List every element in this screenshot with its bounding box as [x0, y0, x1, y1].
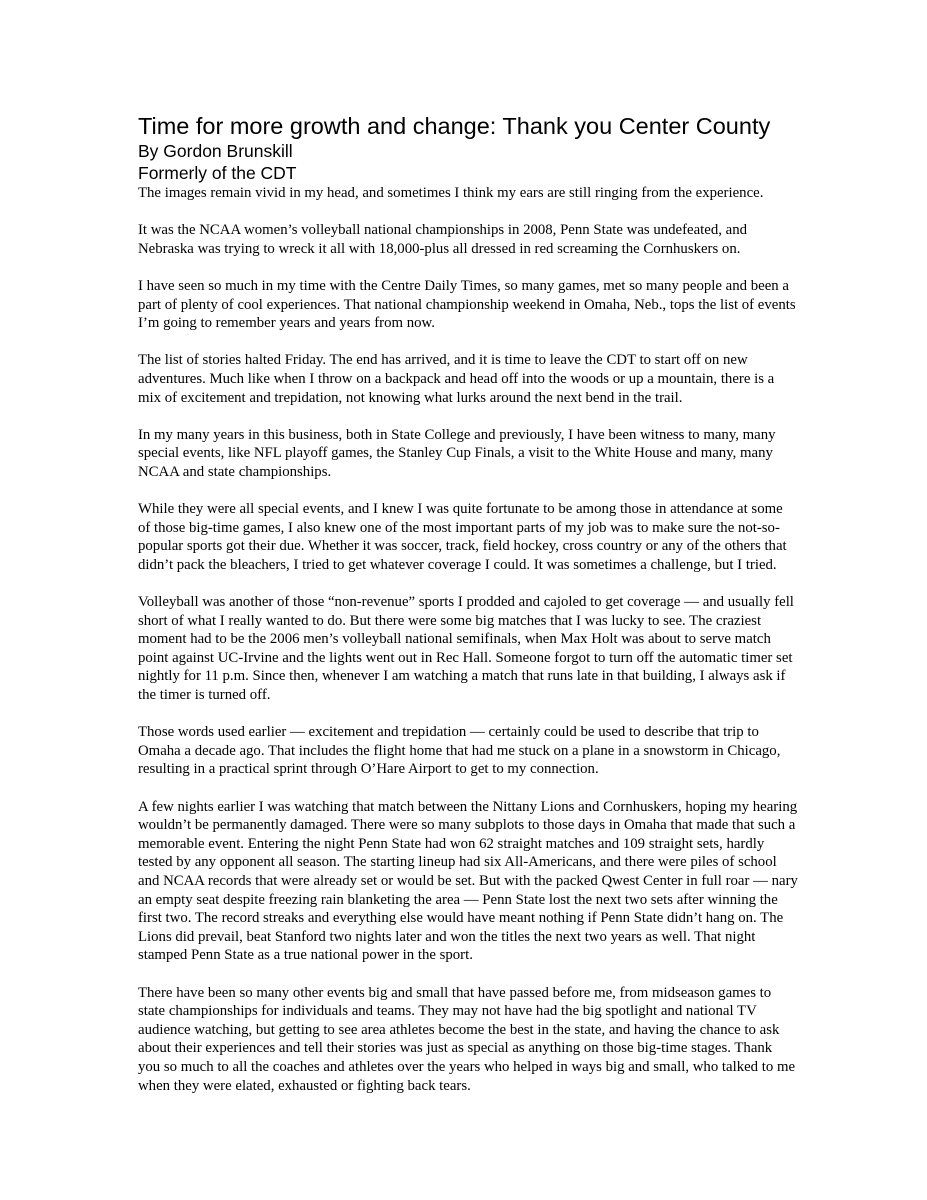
- article-body: [138, 184, 798, 1095]
- article-paragraph: Those words used earlier — excitement and trepidation — certainly could be used to describe that trip to Omaha a decade ago. That includes the flight home that had me stuck on a plane in a snowstorm in Chicago, resulting in a practical sprint through O’Hare Airport to get to my connection.: [138, 724, 781, 778]
- article-paragraph: I have seen so much in my time with the Centre Daily Times, so many games, met so many people and been a part of plenty of cool experiences. That national championship weekend in Omaha, Neb., tops the list of events I’m going to remember years and years from now.: [138, 277, 796, 332]
- article-page: [138, 112, 798, 1095]
- article-paragraph: While they were all special events, and I knew I was quite fortunate to be among those in attendance at some of those big-time games, I also knew one of the most important parts of my job was to make sure the not-so-popular sports got their due. Whether it was soccer, track, field hockey, cross country or any of the others that didn’t pack the bleachers, I tried to get whatever coverage I could. It was sometimes a challenge, but I tried.: [138, 501, 787, 573]
- article-title: Time for more growth and change: Thank you Center County: [138, 113, 771, 139]
- article-paragraph: It was the NCAA women’s volleyball national championships in 2008, Penn State was undefeated, and Nebraska was trying to wreck it all with 18,000-plus all dressed in red screaming the Cornhuskers on.: [138, 222, 748, 257]
- article-paragraph: Volleyball was another of those “non-revenue” sports I prodded and cajoled to get coverage — and usually fell short of what I really wanted to do. But there were some big matches that I was lucky to see. The craziest moment had to be the 2006 men’s volleyball national semifinals, when Max Holt was about to serve match point against UC-Irvine and the lights went out in Rec Hall. Someone forgot to turn off the automatic timer set nightly for 11 p.m. Since then, whenever I am watching a match that runs late in that building, I always ask if the timer is turned off.: [138, 594, 794, 704]
- article-byline: By Gordon Brunskill: [138, 141, 293, 161]
- article-paragraph: A few nights earlier I was watching that match between the Nittany Lions and Cornhuskers, hoping my hearing wouldn’t be permanently damaged. There were so many subplots to those days in Omaha that made that such a memorable event. Entering the night Penn State had won 62 straight matches and 109 straight sets, hardly tested by any opponent all season. The starting lineup had six All-Americans, and there were piles of school and NCAA records that were already set or would be set. But with the packed Qwest Center in full roar — nary an empty seat despite freezing rain blanketing the area — Penn State lost the next two sets after winning the first two. The record streaks and everything else would have meant nothing if Penn State didn’t hang on. The Lions did prevail, beat Stanford two nights later and won the titles the next two years as well. That night stamped Penn State as a true national power in the sport.: [138, 798, 798, 964]
- article-paragraph: The list of stories halted Friday. The end has arrived, and it is time to leave the CDT to start off on new adventures. Much like when I throw on a backpack and head off into the woods or up a mountain, there is a mix of excitement and trepidation, not knowing what lurks around the next bend in the trail.: [138, 352, 775, 406]
- article-paragraph: In my many years in this business, both in State College and previously, I have been witness to many, many special events, like NFL playoff games, the Stanley Cup Finals, a visit to the White House and many, many NCAA and state championships.: [138, 426, 776, 480]
- article-paragraph: The images remain vivid in my head, and sometimes I think my ears are still ringing from the experience.: [138, 185, 764, 201]
- article-affiliation: Formerly of the CDT: [138, 163, 297, 183]
- article-paragraph: There have been so many other events big and small that have passed before me, from midseason games to state championships for individuals and teams. They may not have had the big spotlight and national TV audience watching, but getting to see area athletes become the best in the state, and having the chance to ask about their experiences and tell their stories was just as special as anything on those big-time stages. Thank you so much to all the coaches and athletes over the years who helped in ways big and small, who talked to me when they were elated, exhausted or fighting back tears.: [138, 984, 796, 1094]
